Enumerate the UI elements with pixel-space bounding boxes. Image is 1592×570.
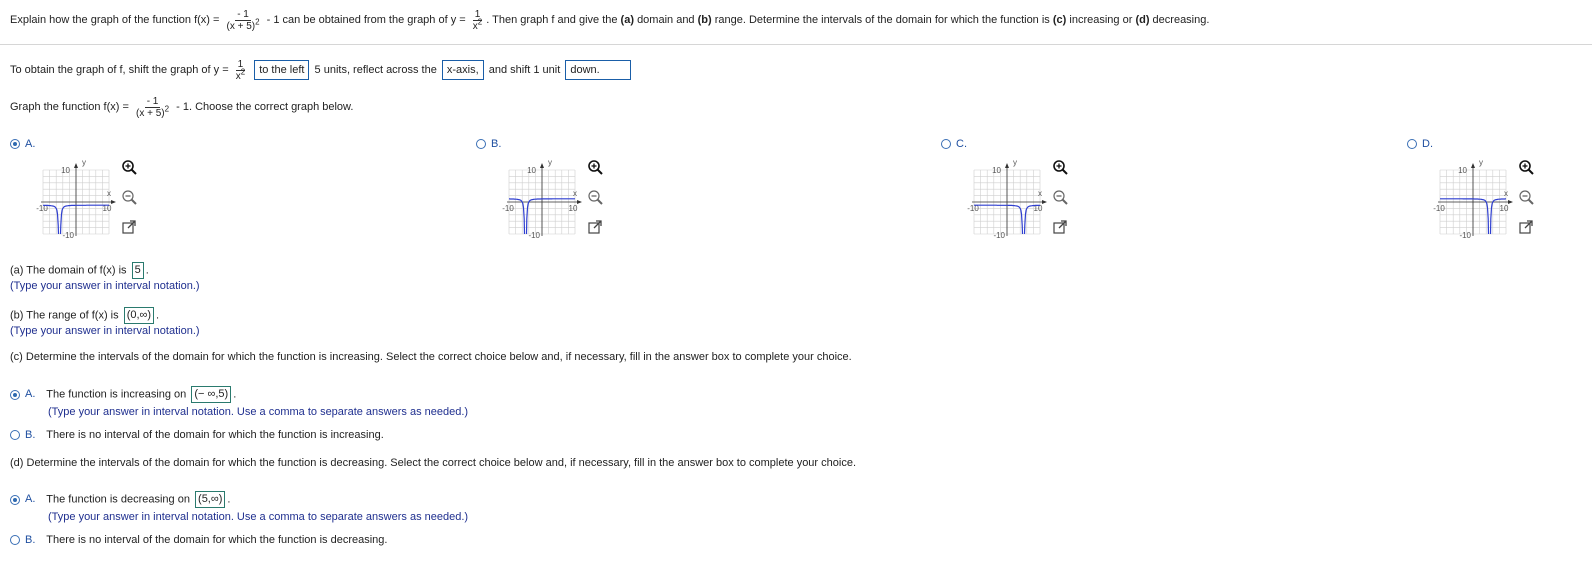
- y-tick-top: 10: [527, 166, 536, 175]
- g-numerator: 1: [474, 8, 481, 20]
- graph-option-label: B.: [491, 138, 502, 150]
- zoom-out-icon[interactable]: [586, 188, 604, 206]
- part-c-prompt: (c) Determine the intervals of the domain for which the function is increasing. Select the correct choice below and, if necessary, fill in the answer box to complete your choice.: [10, 351, 852, 363]
- part-c-option-b[interactable]: [10, 428, 384, 442]
- x-axis-arrow: [1042, 200, 1047, 204]
- graph-option-d[interactable]: [1407, 137, 1441, 151]
- y-tick-bottom: -10: [1459, 231, 1471, 240]
- part-c-label-a: A.: [25, 388, 36, 401]
- x-tick-left: -10: [967, 204, 979, 213]
- part-c-label-b: B.: [25, 429, 36, 441]
- y-axis-label: y: [82, 158, 86, 167]
- graph-thumbnail[interactable]: [24, 156, 124, 242]
- lens-handle: [1063, 170, 1068, 175]
- x-tick-right: 10: [1033, 204, 1043, 213]
- part-a: [10, 262, 149, 279]
- domain-answer-box[interactable]: 5: [132, 262, 144, 279]
- transform-den-base: x: [235, 70, 241, 82]
- question-mid1: - 1 can be obtained from the graph of y =: [266, 14, 466, 26]
- part-a-hint: (Type your answer in interval notation.): [10, 280, 200, 292]
- transform-mid1: 5 units, reflect across the: [314, 64, 437, 76]
- x-tick-left: -10: [36, 204, 48, 213]
- part-d-hint: (Type your answer in interval notation. Use a comma to separate answers as needed.): [48, 511, 469, 523]
- graph-option-radio[interactable]: [10, 139, 20, 149]
- open-arrow: [128, 221, 135, 228]
- lens-handle: [132, 200, 137, 205]
- zoom-in-icon[interactable]: [1517, 158, 1535, 176]
- lens-handle: [132, 170, 137, 175]
- transform-denominator: [234, 67, 247, 82]
- part-c-period: .: [233, 388, 237, 401]
- increasing-answer-box[interactable]: (− ∞,5): [191, 386, 231, 403]
- question-text: [10, 6, 1209, 34]
- graph-prompt-den-exp: 2: [164, 104, 170, 114]
- y-tick-top: 10: [61, 166, 70, 175]
- graph-option-c[interactable]: [941, 137, 975, 151]
- open-arrow: [1525, 221, 1532, 228]
- graph-prompt-post: - 1. Choose the correct graph below.: [176, 101, 354, 113]
- part-c-radio-a[interactable]: [10, 390, 20, 400]
- g-den-exp: 2: [477, 17, 483, 27]
- question-pre: Explain how the graph of the function f(x) =: [10, 14, 220, 26]
- vertical-shift-answer[interactable]: down.: [565, 60, 631, 80]
- shift-direction-answer[interactable]: to the left: [254, 60, 309, 80]
- graph-option-radio[interactable]: [941, 139, 951, 149]
- label-a: (a): [620, 14, 634, 26]
- y-axis-arrow: [1471, 163, 1475, 168]
- decreasing-answer-box[interactable]: (5,∞): [195, 491, 225, 508]
- x-tick-right: 10: [102, 204, 112, 213]
- part-c-radio-b[interactable]: [10, 430, 20, 440]
- part-d-label-a: A.: [25, 493, 36, 506]
- part-a-text: (a) The domain of f(x) is: [10, 264, 127, 277]
- zoom-out-icon[interactable]: [120, 188, 138, 206]
- x-axis-label: x: [573, 189, 577, 198]
- question-domain: domain and: [637, 14, 695, 26]
- open-external-icon[interactable]: [1051, 218, 1069, 236]
- label-c: (c): [1052, 14, 1067, 26]
- transform-mid2: and shift 1 unit: [488, 64, 561, 76]
- lens-handle: [598, 200, 603, 205]
- part-b: [10, 307, 159, 324]
- reflect-axis-answer[interactable]: x-axis,: [442, 60, 484, 80]
- part-c-text-b: There is no interval of the domain for which the function is increasing.: [46, 429, 384, 441]
- f-den-exp: 2: [255, 17, 260, 27]
- x-axis-arrow: [577, 200, 582, 204]
- y-tick-bottom: -10: [528, 231, 540, 240]
- zoom-out-icon[interactable]: [1517, 188, 1535, 206]
- divider: [0, 44, 1592, 45]
- transform-den-exp: 2: [240, 67, 246, 77]
- open-external-icon[interactable]: [120, 218, 138, 236]
- graph-option-b[interactable]: [476, 137, 509, 151]
- graph-option-radio[interactable]: [1407, 139, 1417, 149]
- y-axis-arrow: [1005, 163, 1009, 168]
- graph-option-label: A.: [25, 138, 36, 150]
- graph-thumbnail[interactable]: [955, 156, 1055, 242]
- transform-pre: To obtain the graph of f, shift the graph of y =: [10, 64, 229, 76]
- part-b-period: .: [156, 309, 160, 322]
- transform-numerator: 1: [237, 58, 244, 70]
- zoom-in-icon[interactable]: [120, 158, 138, 176]
- zoom-in-icon[interactable]: [586, 158, 604, 176]
- zoom-out-icon[interactable]: [1051, 188, 1069, 206]
- graph-option-label: D.: [1422, 138, 1433, 150]
- g-fraction: [471, 9, 484, 32]
- y-axis-label: y: [1013, 158, 1017, 167]
- f-den-base: (x + 5): [226, 20, 256, 32]
- x-tick-left: -10: [1433, 204, 1445, 213]
- y-axis-arrow: [74, 163, 78, 168]
- question-increasing: increasing or: [1069, 14, 1133, 26]
- graph-prompt-fraction: [134, 96, 171, 119]
- open-external-icon[interactable]: [1517, 218, 1535, 236]
- y-tick-bottom: -10: [993, 231, 1005, 240]
- y-tick-top: 10: [992, 166, 1001, 175]
- x-axis-label: x: [1038, 189, 1042, 198]
- part-c-option-a[interactable]: [10, 386, 236, 403]
- part-c-hint: (Type your answer in interval notation. Use a comma to separate answers as needed.): [48, 406, 469, 418]
- x-tick-right: 10: [1499, 204, 1509, 213]
- graph-thumbnail[interactable]: [490, 156, 590, 242]
- part-a-period: .: [145, 264, 149, 277]
- y-tick-top: 10: [1458, 166, 1467, 175]
- y-tick-bottom: -10: [62, 231, 74, 240]
- lens-handle: [598, 170, 603, 175]
- g-denominator: [471, 17, 484, 32]
- label-d: (d): [1135, 14, 1150, 26]
- question-range: range. Determine the intervals of the domain for which the function is: [714, 14, 1050, 26]
- graph-option-radio[interactable]: [476, 139, 486, 149]
- part-d-radio-a[interactable]: [10, 495, 20, 505]
- open-arrow: [1059, 221, 1066, 228]
- curve-left-branch: [974, 205, 1023, 234]
- part-d-period: .: [227, 493, 231, 506]
- graph-option-label: C.: [956, 138, 967, 150]
- graph-prompt: [10, 93, 353, 121]
- part-d-label-b: B.: [25, 534, 36, 546]
- question-decreasing: decreasing.: [1152, 14, 1210, 26]
- lens-handle: [1529, 170, 1534, 175]
- graph-option-a[interactable]: [10, 137, 43, 151]
- label-b: (b): [697, 14, 712, 26]
- transform-sentence: [10, 56, 633, 84]
- question-mid2: . Then graph f and give the: [486, 14, 618, 26]
- part-c-text-a: The function is increasing on: [46, 388, 187, 401]
- range-answer-box[interactable]: (0,∞): [124, 307, 154, 324]
- part-d-option-b[interactable]: [10, 533, 387, 547]
- transform-fraction: [234, 59, 247, 82]
- g-den-base: x: [472, 20, 478, 32]
- part-d-text-b: There is no interval of the domain for which the function is decreasing.: [46, 534, 388, 546]
- x-axis-label: x: [107, 189, 111, 198]
- graph-thumbnail[interactable]: [1421, 156, 1521, 242]
- f-denominator: [225, 17, 262, 32]
- part-d-text-a: The function is decreasing on: [46, 493, 190, 506]
- y-axis-label: y: [1479, 158, 1483, 167]
- x-axis-arrow: [111, 200, 116, 204]
- f-fraction: [225, 9, 262, 32]
- part-d-radio-b[interactable]: [10, 535, 20, 545]
- graph-prompt-numerator: - 1: [146, 95, 159, 107]
- graph-prompt-den-base: (x + 5): [135, 107, 165, 119]
- open-arrow: [594, 221, 601, 228]
- x-axis-arrow: [1508, 200, 1513, 204]
- part-b-text: (b) The range of f(x) is: [10, 309, 119, 322]
- open-external-icon[interactable]: [586, 218, 604, 236]
- curve-left-branch: [1440, 199, 1489, 234]
- x-tick-right: 10: [568, 204, 578, 213]
- y-axis-arrow: [540, 163, 544, 168]
- zoom-in-icon[interactable]: [1051, 158, 1069, 176]
- part-d-option-a[interactable]: [10, 491, 230, 508]
- part-d-prompt: (d) Determine the intervals of the domain for which the function is decreasing. Select the correct choice below and, if necessary, fill in the answer box to complete your choice.: [10, 457, 856, 469]
- y-axis-label: y: [548, 158, 552, 167]
- x-axis-label: x: [1504, 189, 1508, 198]
- lens-handle: [1529, 200, 1534, 205]
- graph-prompt-pre: Graph the function f(x) =: [10, 101, 129, 113]
- x-tick-left: -10: [502, 204, 514, 213]
- graph-prompt-denominator: [134, 104, 171, 119]
- part-b-hint: (Type your answer in interval notation.): [10, 325, 200, 337]
- lens-handle: [1063, 200, 1068, 205]
- f-numerator: - 1: [237, 8, 249, 20]
